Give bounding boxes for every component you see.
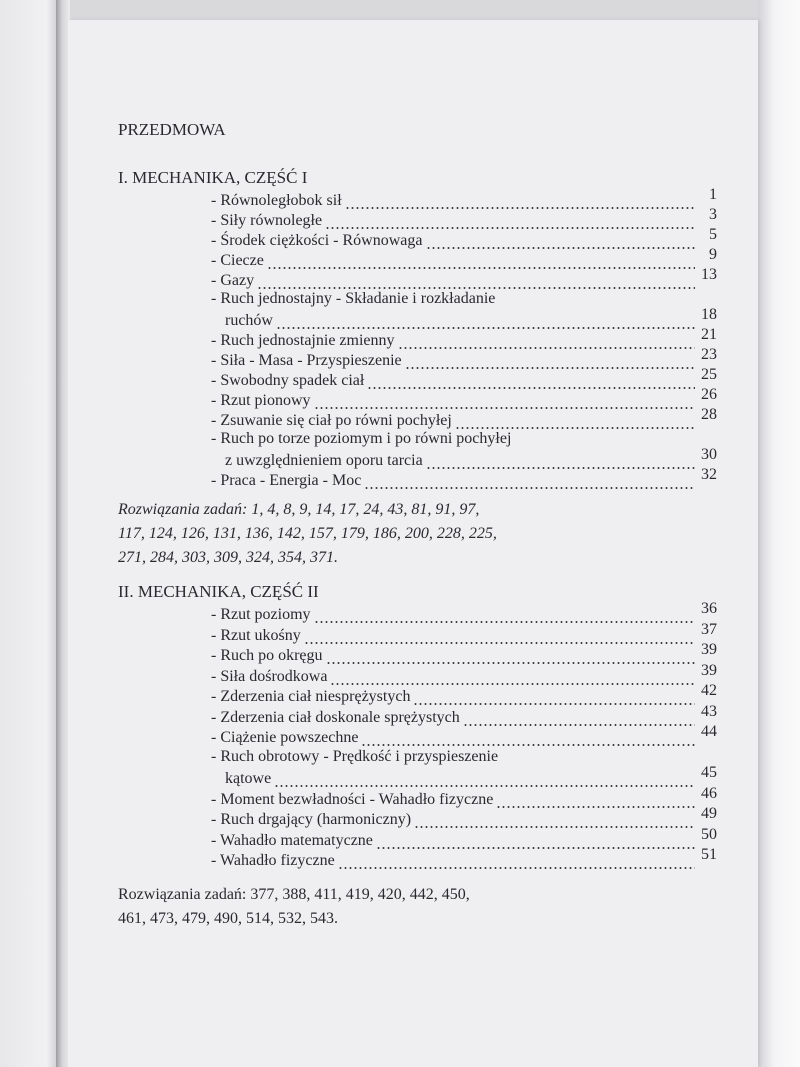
toc-entry <box>211 408 717 430</box>
toc-page-number: 13 <box>701 266 717 283</box>
dot-leader <box>338 852 695 870</box>
toc-entry-label: - Zderzenia ciał doskonale sprężystych <box>211 708 460 726</box>
dot-leader <box>496 791 695 809</box>
toc-entry <box>211 620 717 645</box>
toc-entry <box>211 661 717 686</box>
left-page-edge <box>0 0 58 1067</box>
toc-page-number: 5 <box>709 226 717 243</box>
toc-entry <box>211 268 717 290</box>
dot-leader <box>361 729 695 747</box>
section2-title: II. MECHANIKA, CZĘŚĆ II <box>118 582 319 601</box>
toc-entry <box>211 228 717 250</box>
toc-page-number: 26 <box>701 386 717 403</box>
toc-entry-label: - Ruch po okręgu <box>211 647 323 664</box>
dot-leader <box>364 472 695 490</box>
toc-entry-label: kątowe <box>225 770 272 787</box>
solutions-line: 271, 284, 303, 309, 324, 354, 371. <box>118 549 338 566</box>
dot-leader <box>274 770 695 788</box>
toc-entry-label: - Wahadło fizyczne <box>211 852 335 869</box>
toc-entry-label: - Ruch drgający (harmoniczny) <box>211 811 412 828</box>
toc-entry-label: ruchów <box>225 312 273 329</box>
toc-entry <box>211 825 717 850</box>
toc-entry-label: - Rzut pionowy <box>211 392 311 409</box>
toc-entry <box>211 725 717 747</box>
dot-leader <box>326 647 695 665</box>
toc-entry-label: - Moment bezwładności - Wahadło fizyczne <box>211 790 494 808</box>
toc-page-number: 1 <box>709 186 717 203</box>
toc-entry-label: - Zderzenia ciał niesprężystych <box>211 688 411 705</box>
toc-page-number: 50 <box>701 825 717 843</box>
toc-entry-label: - Ruch po torze poziomym i po równi pochyłej <box>211 430 512 447</box>
toc-entry-label: - Ruch jednostajny - Składanie i rozkładanie <box>211 290 496 307</box>
toc-entry-label: - Zsuwanie się ciał po równi pochyłej <box>211 412 452 429</box>
dot-leader <box>304 627 695 645</box>
toc-entry <box>211 208 717 230</box>
toc-page-number: 32 <box>701 466 717 483</box>
toc-entry-label: - Rzut poziomy <box>211 606 311 623</box>
toc-entry-label: - Środek ciężkości - Równowaga <box>211 232 423 249</box>
toc-page-number: 28 <box>701 406 717 423</box>
toc-entry-label: - Swobodny spadek ciał <box>211 372 365 389</box>
toc-entry-label: - Ruch jednostajnie zmienny <box>211 332 395 349</box>
dot-leader <box>376 832 695 850</box>
toc-page-number: 30 <box>701 446 717 463</box>
book-page <box>68 20 758 1067</box>
toc-entry-label: - Rzut ukośny <box>211 626 301 644</box>
toc-page-number: 45 <box>701 764 717 781</box>
toc-entry-label: - Siły równoległe <box>211 212 323 229</box>
toc-entry-label: - Siła dośrodkowa <box>211 667 328 685</box>
toc-page-number: 39 <box>701 661 717 679</box>
toc-page-number: 18 <box>701 306 717 323</box>
toc-entry <box>211 702 717 727</box>
toc-entry <box>211 468 717 490</box>
solutions-line: 461, 473, 479, 490, 514, 532, 543. <box>118 910 338 927</box>
toc-entry <box>211 368 717 390</box>
dot-leader <box>463 709 695 727</box>
toc-entry-label: - Siła - Masa - Przyspieszenie <box>211 352 402 369</box>
dot-leader <box>413 688 695 706</box>
toc-entry-label: z uwzględnieniem oporu tarcia <box>225 452 423 469</box>
toc-page-number: 3 <box>709 206 717 223</box>
toc-page-number: 49 <box>701 805 717 822</box>
toc-entry <box>211 784 717 809</box>
toc-page-number: 37 <box>701 620 717 638</box>
dot-leader <box>414 811 695 829</box>
toc-entry <box>225 308 717 330</box>
section1-solutions <box>118 498 558 570</box>
toc-entry <box>211 388 717 410</box>
toc-page-number: 9 <box>709 246 717 263</box>
section2-solutions <box>118 883 558 931</box>
toc-entry <box>211 684 717 706</box>
toc-entry <box>225 448 717 470</box>
toc-page-number: 46 <box>701 784 717 802</box>
toc-entry <box>211 602 717 624</box>
toc-entry <box>211 328 717 350</box>
solutions-line: Rozwiązania zadań: 377, 388, 411, 419, 420, 442, 450, <box>118 886 470 903</box>
toc-entry <box>211 348 717 370</box>
toc-entry-label: - Gazy <box>211 272 255 289</box>
toc-entry <box>211 643 717 665</box>
toc-entry <box>211 848 717 870</box>
toc-page-number: 51 <box>701 846 717 863</box>
toc-entry-label: - Ruch obrotowy - Prędkość i przyspieszenie <box>211 747 499 765</box>
toc-page-number: 23 <box>701 346 717 363</box>
toc-page-number: 25 <box>701 366 717 383</box>
toc-entry <box>211 248 717 270</box>
toc-page-number: 39 <box>701 641 717 658</box>
preface-heading: PRZEDMOWA <box>118 120 226 139</box>
toc-page-number: 43 <box>701 702 717 720</box>
toc-entry-label: - Ciążenie powszechne <box>211 729 359 746</box>
toc-entry <box>211 807 717 829</box>
solutions-line: 117, 124, 126, 131, 136, 142, 157, 179, 186, 200, 228, 225, <box>118 525 497 542</box>
right-page-edge <box>758 0 800 1067</box>
toc-entry <box>225 766 717 788</box>
solutions-line: Rozwiązania zadań: 1, 4, 8, 9, 14, 17, 24, 43, 81, 91, 97, <box>118 501 480 518</box>
dot-leader <box>455 412 695 430</box>
toc-page-number: 42 <box>701 682 717 699</box>
toc-page-number: 44 <box>701 723 717 740</box>
toc-entry <box>211 188 717 210</box>
dot-leader <box>330 668 695 686</box>
dot-leader <box>257 272 695 290</box>
toc-entry-label: - Ciecze <box>211 252 264 269</box>
toc-entry-label: - Praca - Energia - Moc <box>211 472 362 489</box>
dot-leader <box>314 606 695 624</box>
toc-entry-label: - Równoległobok sił <box>211 192 342 209</box>
section1-title: I. MECHANIKA, CZĘŚĆ I <box>118 168 308 187</box>
toc-page-number: 36 <box>701 600 717 617</box>
toc-entry-label: - Wahadło matematyczne <box>211 831 373 849</box>
toc-page-number: 21 <box>701 326 717 343</box>
